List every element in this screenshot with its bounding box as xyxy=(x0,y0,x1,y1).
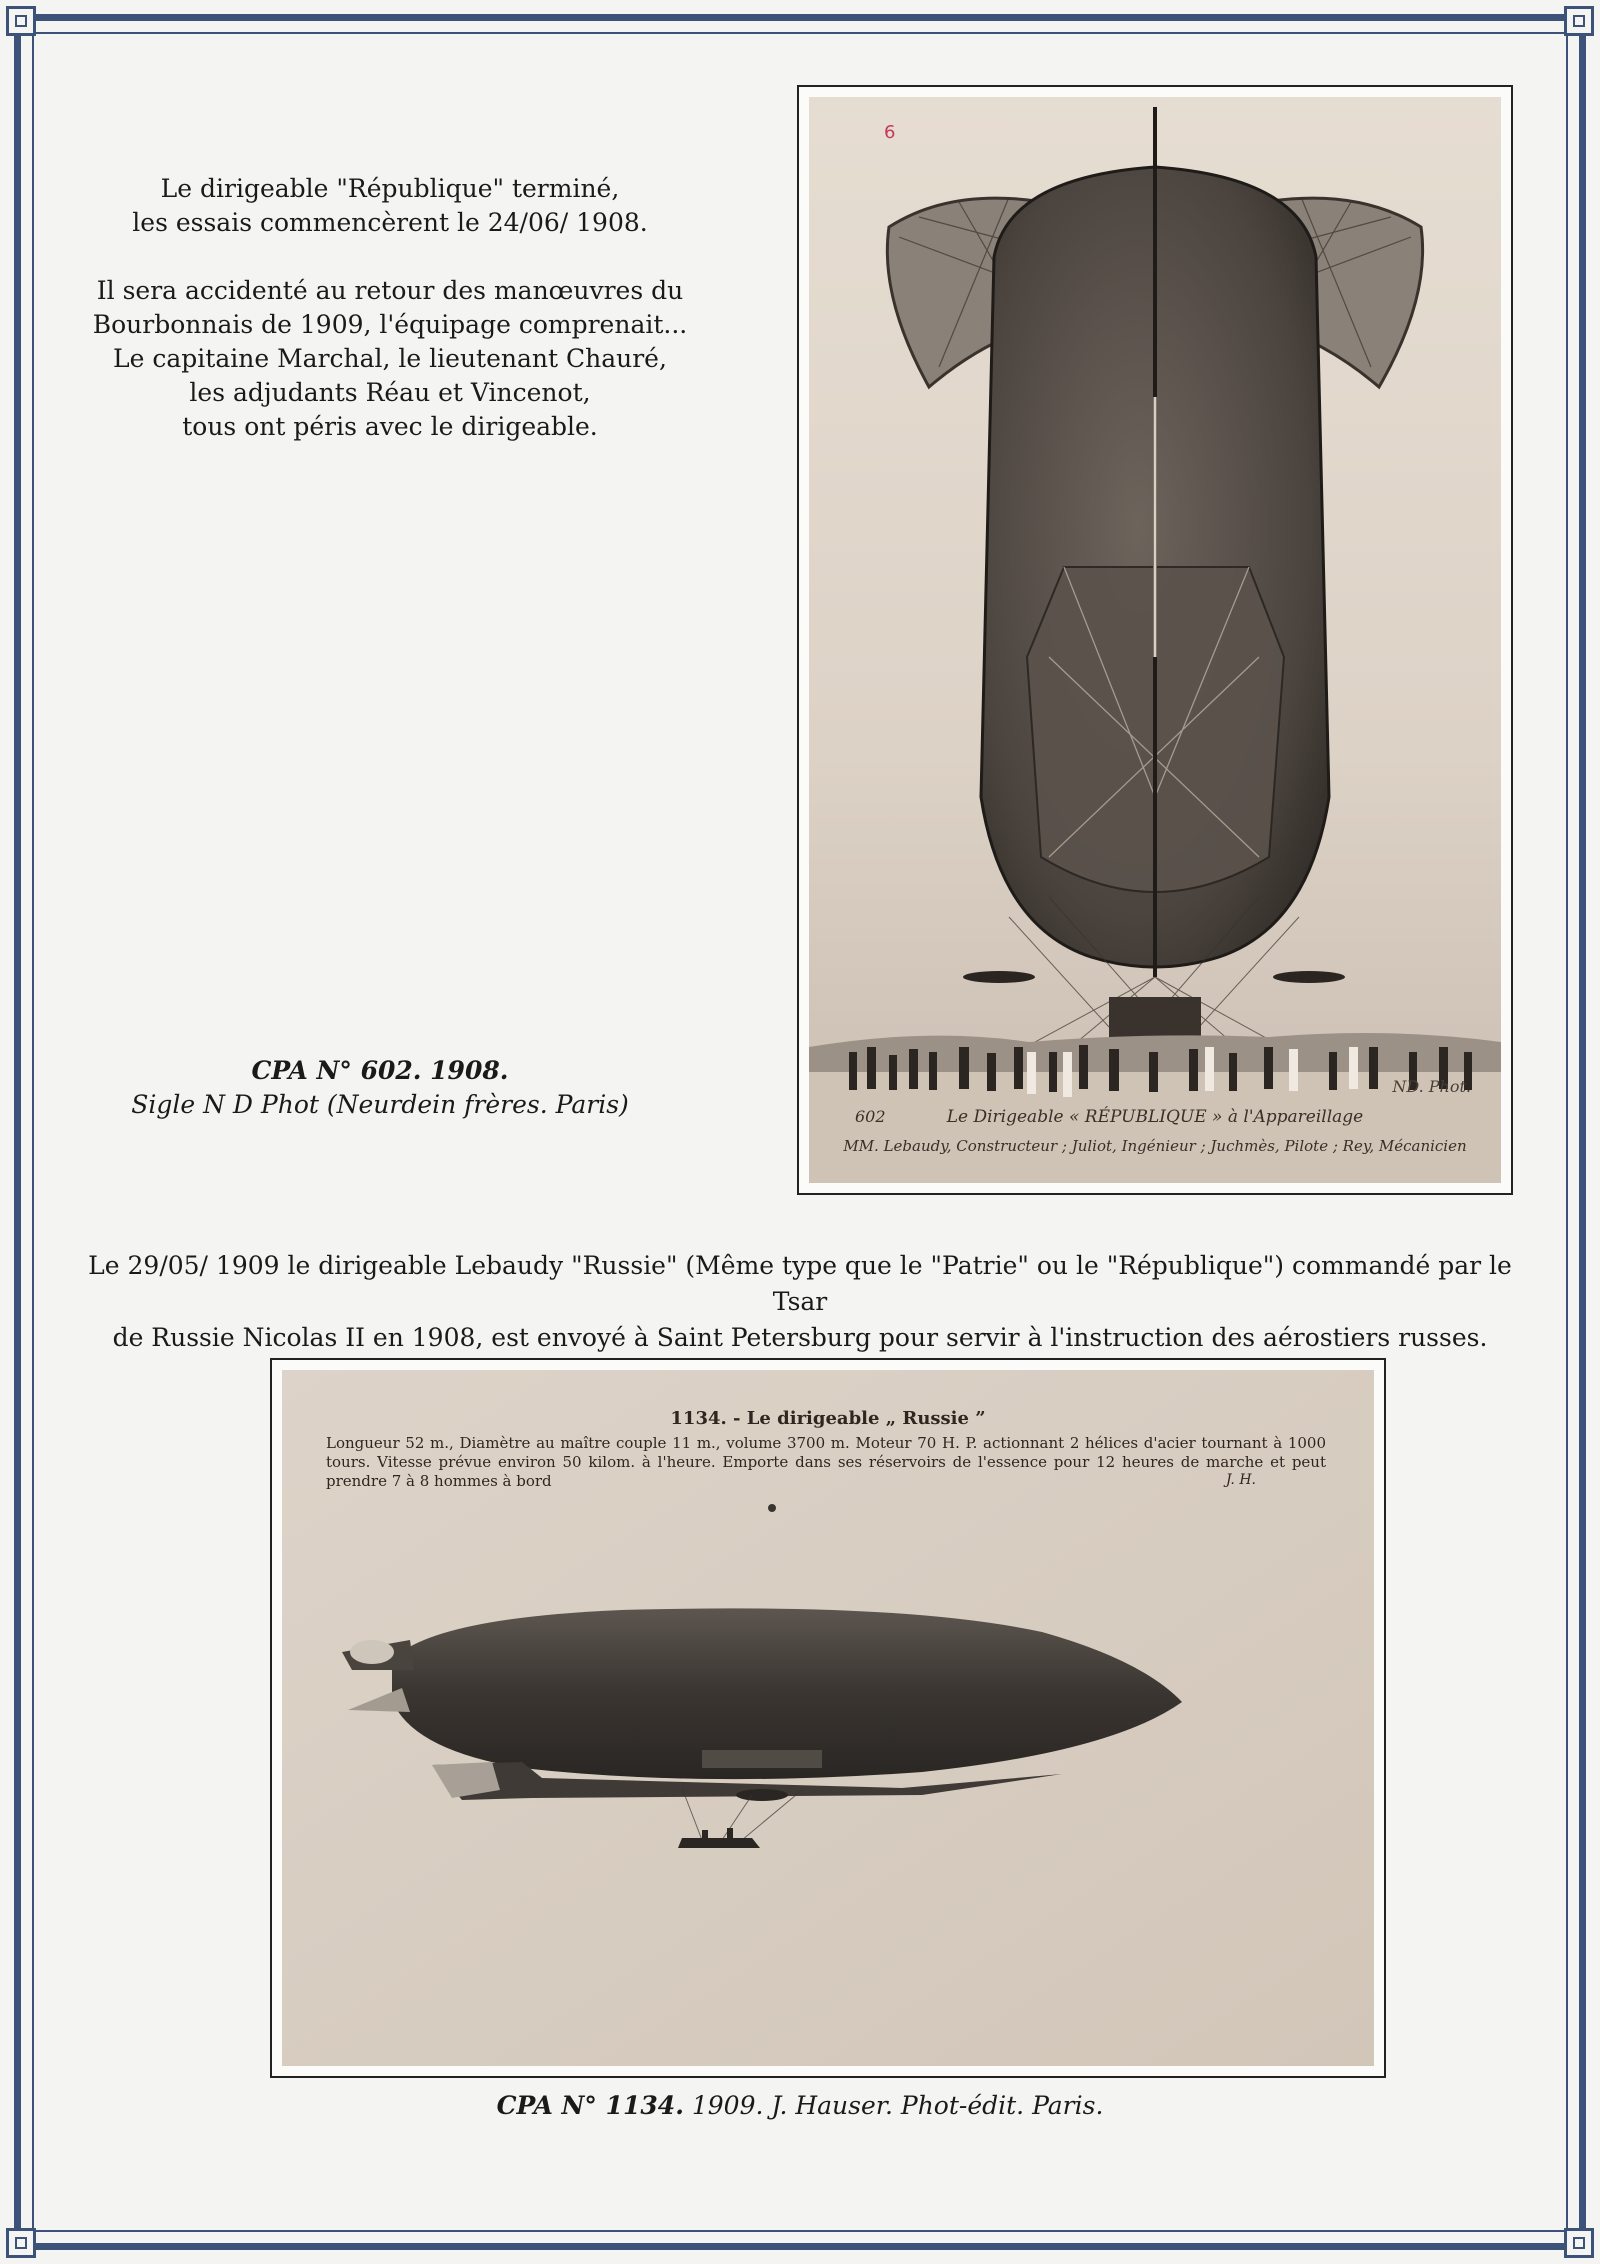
postcard-caption-subtitle: MM. Lebaudy, Constructeur ; Juliot, Ingénieur ; Juchmès, Pilote ; Rey, Mécanicien xyxy=(843,1137,1467,1155)
postcard-publisher-mark: ND. Phot. xyxy=(1392,1077,1471,1096)
postcard-russie-title: 1134. - Le dirigeable „ Russie ” xyxy=(670,1408,986,1429)
postcard-number: 602 xyxy=(855,1107,886,1126)
caption-cpa-602 xyxy=(100,1054,660,1122)
airship-republique-illustration xyxy=(809,97,1501,1183)
intro-text xyxy=(70,172,710,444)
frame-corner-ornament xyxy=(6,2228,36,2258)
postcard-publisher-mark: J. H. xyxy=(1225,1472,1256,1488)
postcard-ink-mark: 6 xyxy=(884,122,896,143)
intro-line: Bourbonnais de 1909, l'équipage comprenait... xyxy=(92,310,688,339)
intro-line: Le capitaine Marchal, le lieutenant Chauré, xyxy=(113,344,667,373)
caption-bold: CPA N° 602. 1908. xyxy=(251,1056,509,1085)
postcard-republique-photo xyxy=(809,97,1501,1183)
intro-line: Le dirigeable "République" terminé, xyxy=(160,174,620,203)
frame-corner-ornament xyxy=(1564,6,1594,36)
caption-line: Sigle N D Phot (Neurdein frères. Paris) xyxy=(131,1090,629,1119)
postcard-caption-title: Le Dirigeable « RÉPUBLIQUE » à l'Appareillage xyxy=(946,1107,1364,1127)
postcard-russie xyxy=(270,1358,1386,2078)
caption-rest: 1909. J. Hauser. Phot-édit. Paris. xyxy=(683,2091,1104,2120)
frame-corner-ornament xyxy=(1564,2228,1594,2258)
frame-corner-ornament xyxy=(6,6,36,36)
postcard-russie-photo xyxy=(282,1370,1374,2066)
caption-bold: CPA N° 1134. xyxy=(496,2091,684,2120)
intro-line: les essais commencèrent le 24/06/ 1908. xyxy=(132,208,648,237)
russie-paragraph xyxy=(60,1248,1540,1356)
caption-cpa-1134 xyxy=(300,2089,1300,2123)
intro-line: tous ont péris avec le dirigeable. xyxy=(182,412,598,441)
intro-line: Il sera accidenté au retour des manœuvres du xyxy=(96,276,684,305)
paragraph-line: de Russie Nicolas II en 1908, est envoyé à Saint Petersburg pour servir à l'instruction des aérostiers russes. xyxy=(112,1323,1488,1352)
postcard-republique xyxy=(797,85,1513,1195)
intro-line: les adjudants Réau et Vincenot, xyxy=(189,378,591,407)
postcard-russie-description: Longueur 52 m., Diamètre au maître couple 11 m., volume 3700 m. Moteur 70 H. P. actionnant 2 hélices d'acier tournant à 1000 tours. Vitesse prévue environ 50 kilom. à l'heure. Emporte dans ses réservoirs de l'essence pour 12 heures de marche et peut prendre 7 à 8 hommes à bord xyxy=(326,1434,1326,1490)
paragraph-line: Le 29/05/ 1909 le dirigeable Lebaudy "Russie" (Même type que le "Patrie" ou le "République") commandé par le Tsar xyxy=(88,1251,1512,1316)
